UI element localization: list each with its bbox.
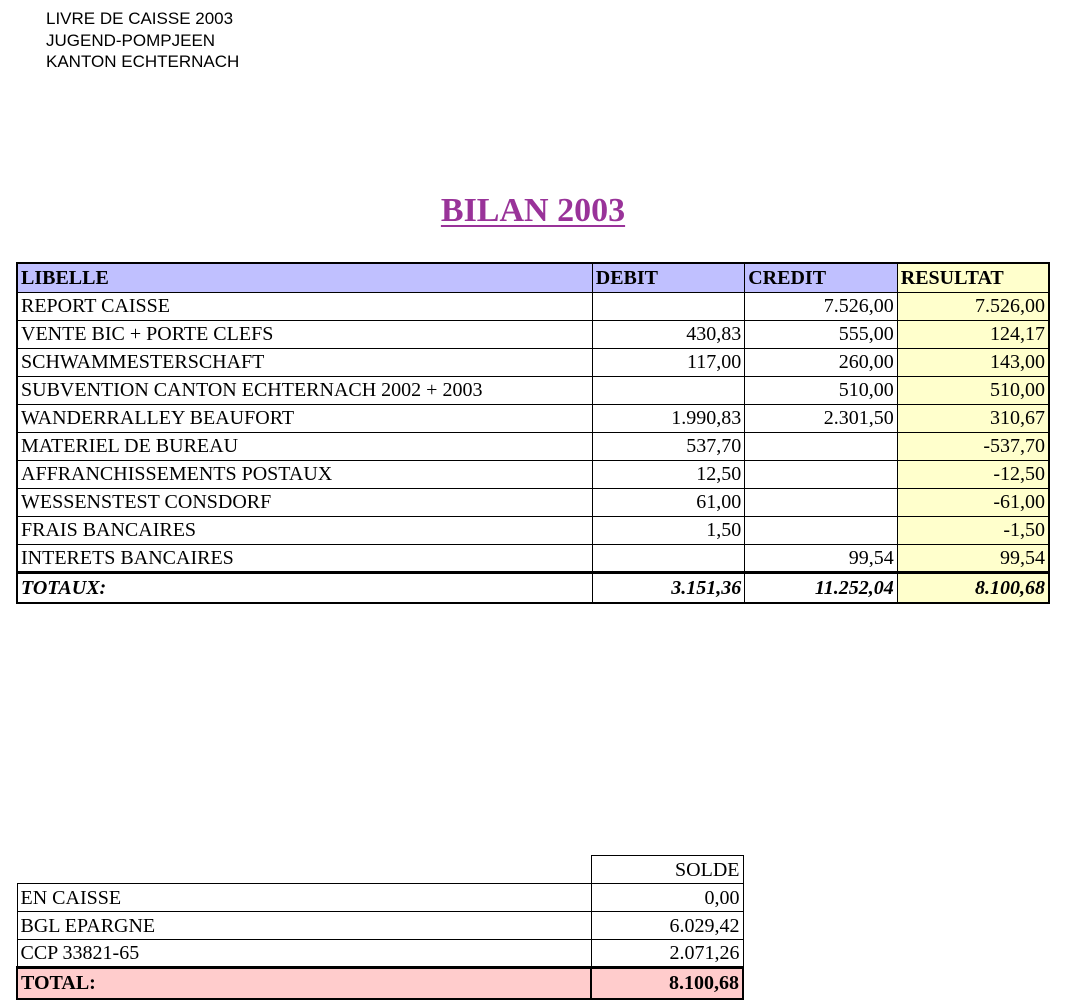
cell-credit: 7.526,00	[745, 292, 898, 320]
cell-credit: 260,00	[745, 348, 898, 376]
table-row	[17, 544, 1049, 572]
solde-label: BGL EPARGNE	[17, 912, 591, 940]
solde-row	[17, 912, 743, 940]
cell-resultat: -61,00	[897, 488, 1049, 516]
cell-debit: 12,50	[592, 460, 744, 488]
cell-libelle: SCHWAMMESTERSCHAFT	[17, 348, 592, 376]
solde-value: 0,00	[591, 884, 743, 912]
cell-resultat: 124,17	[897, 320, 1049, 348]
cell-libelle: FRAIS BANCAIRES	[17, 516, 592, 544]
cell-resultat: 143,00	[897, 348, 1049, 376]
totals-debit: 3.151,36	[592, 572, 744, 603]
cell-libelle: REPORT CAISSE	[17, 292, 592, 320]
totals-label: TOTAUX:	[17, 572, 592, 603]
cell-resultat: 99,54	[897, 544, 1049, 572]
column-header-debit: DEBIT	[592, 263, 744, 292]
cell-resultat: 310,67	[897, 404, 1049, 432]
solde-value: 2.071,26	[591, 940, 743, 968]
bilan-table	[16, 262, 1050, 604]
page-title: BILAN 2003	[440, 192, 626, 229]
cell-resultat: -537,70	[897, 432, 1049, 460]
solde-row	[17, 884, 743, 912]
document-header	[46, 8, 239, 73]
solde-row	[17, 940, 743, 968]
cell-credit	[745, 516, 898, 544]
column-header-solde: SOLDE	[591, 856, 743, 884]
totals-credit: 11.252,04	[745, 572, 898, 603]
table-row	[17, 320, 1049, 348]
cell-libelle: INTERETS BANCAIRES	[17, 544, 592, 572]
cell-libelle: WESSENSTEST CONSDORF	[17, 488, 592, 516]
cell-libelle: SUBVENTION CANTON ECHTERNACH 2002 + 2003	[17, 376, 592, 404]
cell-credit: 99,54	[745, 544, 898, 572]
cell-debit	[592, 544, 744, 572]
totals-row	[17, 572, 1049, 603]
table-row	[17, 432, 1049, 460]
header-line-book: LIVRE DE CAISSE 2003	[46, 9, 234, 28]
cell-debit: 1.990,83	[592, 404, 744, 432]
cell-resultat: -1,50	[897, 516, 1049, 544]
cell-credit	[745, 432, 898, 460]
cell-libelle: VENTE BIC + PORTE CLEFS	[17, 320, 592, 348]
cell-credit: 555,00	[745, 320, 898, 348]
header-line-canton: KANTON ECHTERNACH	[46, 52, 240, 71]
column-header-libelle: LIBELLE	[17, 263, 592, 292]
column-header-resultat: RESULTAT	[897, 263, 1049, 292]
cell-libelle: MATERIEL DE BUREAU	[17, 432, 592, 460]
solde-header-spacer	[17, 856, 591, 884]
cell-debit: 537,70	[592, 432, 744, 460]
cell-credit: 510,00	[745, 376, 898, 404]
solde-value: 6.029,42	[591, 912, 743, 940]
table-row	[17, 404, 1049, 432]
cell-debit: 1,50	[592, 516, 744, 544]
cell-libelle: WANDERRALLEY BEAUFORT	[17, 404, 592, 432]
table-row	[17, 292, 1049, 320]
cell-resultat: -12,50	[897, 460, 1049, 488]
solde-label: EN CAISSE	[17, 884, 591, 912]
column-header-credit: CREDIT	[745, 263, 898, 292]
cell-credit	[745, 460, 898, 488]
cell-resultat: 510,00	[897, 376, 1049, 404]
solde-header-row	[17, 856, 743, 884]
cell-debit	[592, 292, 744, 320]
cell-debit	[592, 376, 744, 404]
cell-credit: 2.301,50	[745, 404, 898, 432]
cell-credit	[745, 488, 898, 516]
cell-debit: 61,00	[592, 488, 744, 516]
cell-libelle: AFFRANCHISSEMENTS POSTAUX	[17, 460, 592, 488]
table-row	[17, 348, 1049, 376]
solde-total-row	[17, 968, 743, 999]
table-row	[17, 516, 1049, 544]
cell-debit: 430,83	[592, 320, 744, 348]
header-line-organization: JUGEND-POMPJEEN	[46, 30, 216, 50]
solde-label: CCP 33821-65	[17, 940, 591, 968]
table-row	[17, 376, 1049, 404]
table-row	[17, 460, 1049, 488]
table-row	[17, 488, 1049, 516]
solde-total-label: TOTAL:	[17, 968, 591, 999]
solde-total-value: 8.100,68	[591, 968, 743, 999]
cell-debit: 117,00	[592, 348, 744, 376]
totals-resultat: 8.100,68	[897, 572, 1049, 603]
solde-table	[16, 855, 744, 1000]
cell-resultat: 7.526,00	[897, 292, 1049, 320]
bilan-header-row	[17, 263, 1049, 292]
